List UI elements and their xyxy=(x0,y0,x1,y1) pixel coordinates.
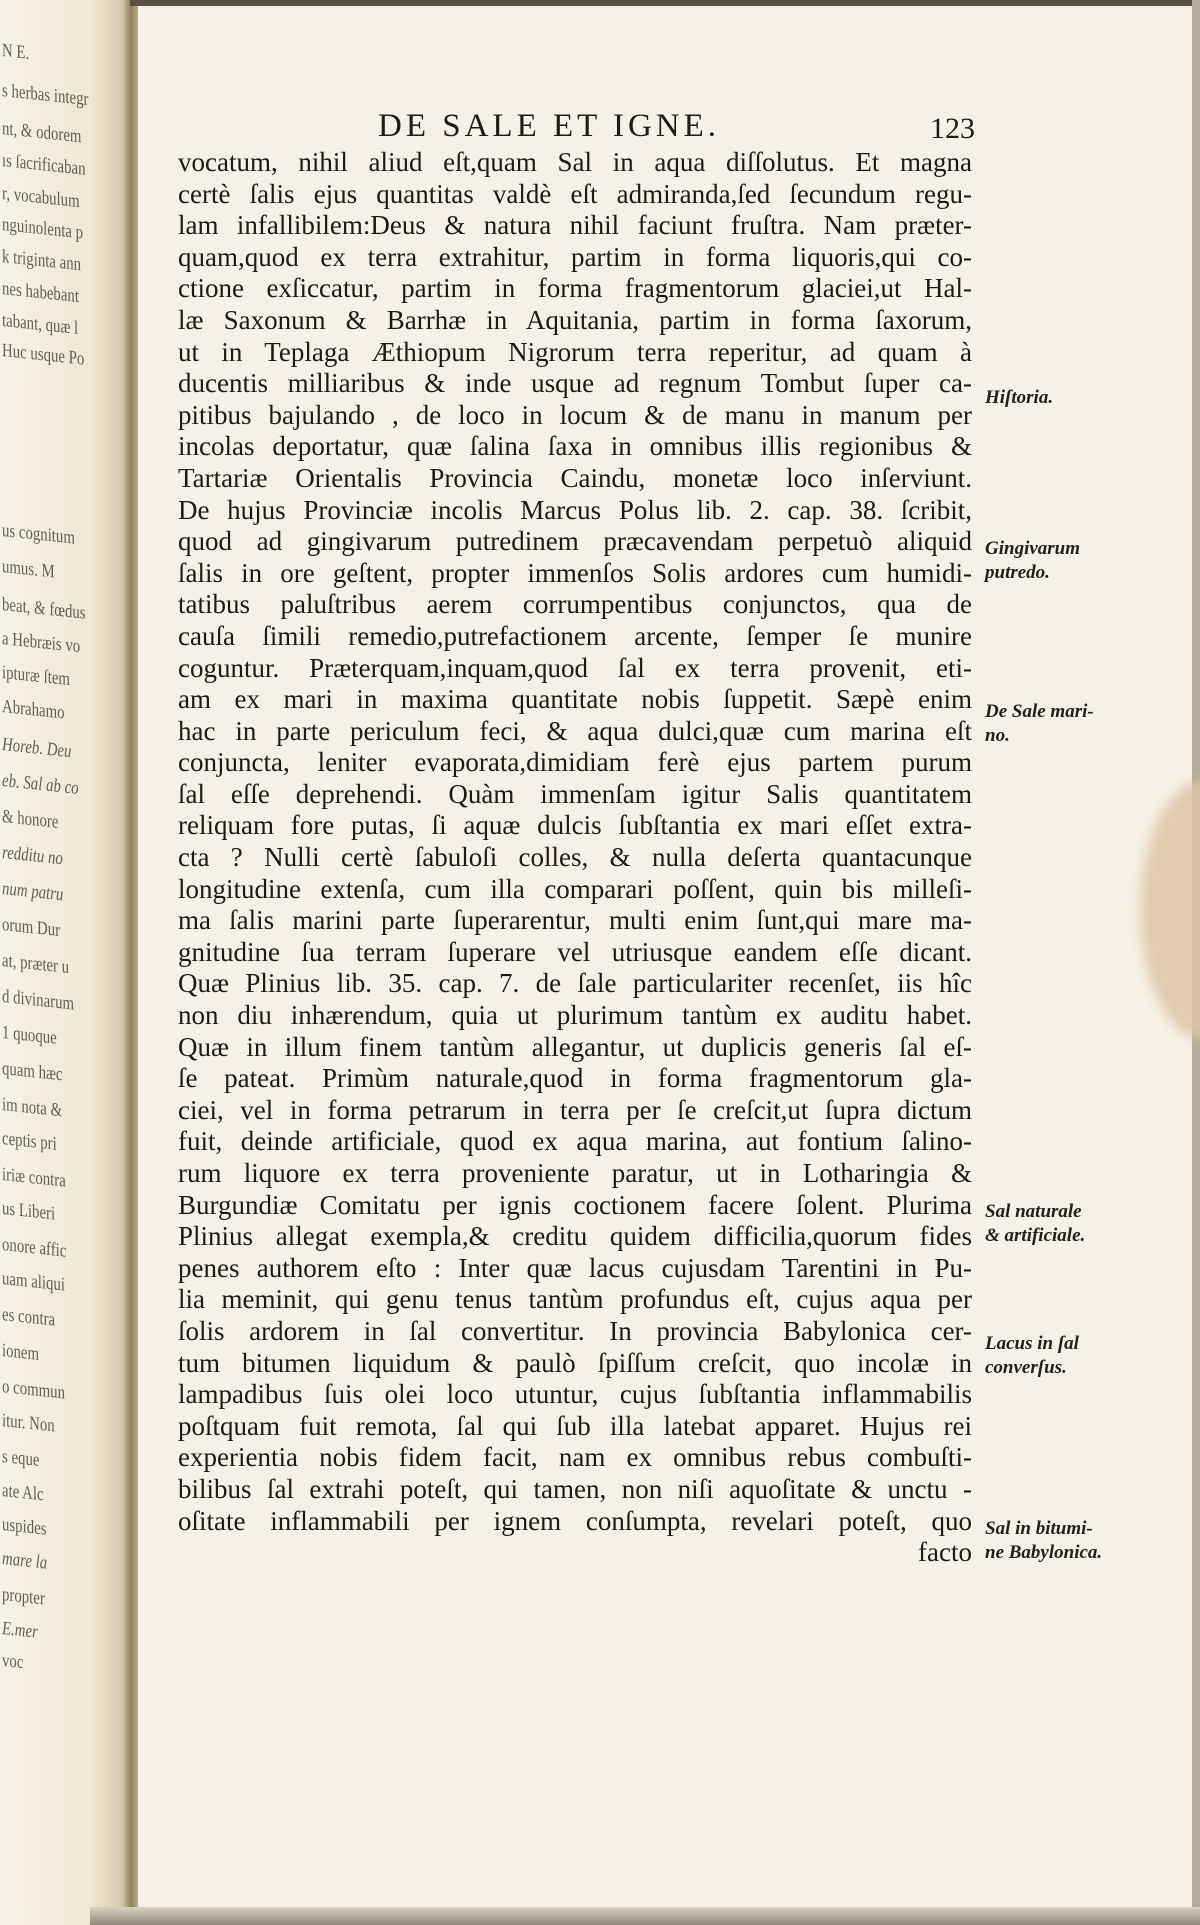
text-line: lam infallibilem:Deus & natura nihil faciunt fruſtra. Nam præter- xyxy=(178,210,972,241)
text-line: non diu inhærendum, quia ut plurimum tantùm ex auditu habet. xyxy=(178,1000,972,1031)
body-text xyxy=(178,147,972,1569)
text-line: ctione exſiccatur, partim in forma fragmentorum glaciei,ut Hal- xyxy=(178,273,972,304)
left-page-fragment: ionem xyxy=(2,1340,40,1365)
left-page-fragment: Huc usque Po xyxy=(2,340,85,370)
left-page-fragment: itur. Non xyxy=(2,1410,55,1437)
text-line: fuit, deinde artificiale, quod ex aqua marina, aut fontium ſalino- xyxy=(178,1126,972,1157)
left-page-fragment: im nota & xyxy=(2,1094,63,1122)
left-page-fragment: voc xyxy=(2,1650,24,1674)
left-page-fragment: at, præter u xyxy=(2,950,70,979)
text-line: ſe pateat. Primùm naturale,quod in forma fragmentorum gla- xyxy=(178,1063,972,1094)
text-line: incolas deportatur, quæ ſalina ſaxa in omnibus illis regionibus & xyxy=(178,431,972,462)
page-bottom-edge xyxy=(90,1907,1200,1925)
left-page-fragment: Horeb. Deu xyxy=(2,734,72,763)
left-page-fragment: eb. Sal ab co xyxy=(2,770,79,800)
margin-note-sal-in-bitumine: Sal in bitumi- ne Babylonica. xyxy=(985,1518,1103,1563)
text-line: bilibus ſal extrahi poteſt, qui tamen, non niſi aquoſitate & unctu - xyxy=(178,1473,972,1504)
margin-note-historia: Hiſtoria. xyxy=(985,387,1054,408)
left-page-fragment: uam aliqui xyxy=(2,1268,65,1296)
left-page-fragment: ate Alc xyxy=(2,1480,44,1506)
text-line: tatibus paluſtribus aerem corrumpentibus conjunctos, qua de xyxy=(178,589,972,620)
text-line: Burgundiæ Comitatu per ignis coctionem facere ſolent. Plurima xyxy=(178,1189,972,1220)
text-line: ciei, vel in forma petrarum in terra per ſe creſcit,ut ſupra dictum xyxy=(178,1094,972,1125)
previous-page-strip xyxy=(0,0,130,1925)
text-line: hac in parte periculum feci, & aqua dulci,quæ cum marina eſt xyxy=(178,715,972,746)
text-line: lia meminit, qui genu tenus tantùm profundus eſt, cujus aqua per xyxy=(178,1284,972,1315)
text-line: ſalis in ore geſtent, propter immenſos Solis ardores cum humidi- xyxy=(178,557,972,588)
text-line: penes authorem eſto : Inter quæ lacus cujusdam Tarentini in Pu- xyxy=(178,1252,972,1283)
text-line: cta ? Nulli certè ſabuloſi colles, & nulla deſerta quantacunque xyxy=(178,842,972,873)
text-line: De hujus Provinciæ incolis Marcus Polus lib. 2. cap. 38. ſcribit, xyxy=(178,494,972,525)
left-page-fragment: s eque xyxy=(2,1446,40,1471)
text-line: ſolis ardorem in ſal convertitur. In provincia Babylonica cer- xyxy=(178,1315,972,1346)
left-page-fragment: r, vocabulum xyxy=(2,183,80,213)
left-page-fragment: & honore xyxy=(2,806,59,833)
left-page-fragment: uspides xyxy=(2,1514,47,1540)
left-page-fragment: nt, & odorem xyxy=(2,118,82,148)
text-line: longitudine extenſa, cum illa comparari poſſent, quin bis milleſi- xyxy=(178,873,972,904)
text-line: quod ad gingivarum putredinem præcavendam perpetuò aliquid xyxy=(178,526,972,557)
left-page-fragment: o commun xyxy=(2,1376,65,1404)
text-line: conjuncta, leniter evaporata,dimidiam ferè ejus partem purum xyxy=(178,747,972,778)
text-line: Quæ Plinius lib. 35. cap. 7. de ſale particulariter recenſet, iis hîc xyxy=(178,968,972,999)
left-page-fragment: tabant, quæ l xyxy=(2,310,79,340)
left-page-fragment: mare la xyxy=(2,1548,48,1574)
running-title: DE SALE ET IGNE. xyxy=(378,108,721,144)
left-page-fragment: a Hebræis vo xyxy=(2,628,81,658)
page-number: 123 xyxy=(930,112,975,145)
left-page-fragment: es contra xyxy=(2,1304,56,1331)
left-page-fragment: ipturæ ſtem xyxy=(2,662,70,691)
left-page-fragment: redditu no xyxy=(2,842,63,870)
text-line: tum bitumen liquidum & paulò ſpiſſum creſcit, quo incolæ in xyxy=(178,1347,972,1378)
left-page-fragment: us Liberi xyxy=(2,1198,56,1225)
text-line: oſitate inflammabili per ignem conſumpta, revelari poteſt, quo xyxy=(178,1505,972,1536)
left-page-fragment: quam hæc xyxy=(2,1058,63,1086)
left-page-fragment: umus. M xyxy=(2,556,55,583)
text-line: pitibus bajulando , de loco in locum & de manu in manum per xyxy=(178,399,972,430)
left-page-fragment: beat, & fœdus xyxy=(2,594,86,624)
text-line: coguntur. Præterquam,inquam,quod ſal ex terra provenit, eti- xyxy=(178,652,972,683)
left-page-fragment: Abrahamo xyxy=(2,696,65,724)
text-line: Tartariæ Orientalis Provincia Caindu, monetæ loco inſerviunt. xyxy=(178,462,972,493)
margin-note-de-sale-marino: De Sale mari- no. xyxy=(985,701,1094,746)
text-line: quam,quod ex terra extrahitur, partim in forma liquoris,qui co- xyxy=(178,241,972,272)
left-page-fragment: 1 quoque xyxy=(2,1022,57,1049)
left-page-fragment: ceptis pri xyxy=(2,1128,57,1155)
left-page-fragment: us cognitum xyxy=(2,520,75,549)
text-line: poſtquam fuit remota, ſal qui ſub illa latebat apparet. Hujus rei xyxy=(178,1410,972,1441)
text-line: lampadibus ſuis olei loco utuntur, cujus ſubſtantia inflammabilis xyxy=(178,1379,972,1410)
margin-note-gingivarum: Gingivarum putredo. xyxy=(985,538,1081,583)
left-page-fragment: s herbas integr xyxy=(2,80,89,111)
left-page-fragment: ıs ſacrificaban xyxy=(2,150,86,180)
left-page-fragment: num patru xyxy=(2,878,64,906)
left-page-fragment: propter xyxy=(2,1584,45,1610)
text-line: cauſa ſimili remedio,putrefactionem arcente, ſemper ſe munire xyxy=(178,620,972,651)
text-line: læ Saxonum & Barrhæ in Aquitania, partim in forma ſaxorum, xyxy=(178,304,972,335)
text-line: ma ſalis marini parte ſuperarentur, multi enim ſunt,qui mare ma- xyxy=(178,905,972,936)
text-line: rum liquore ex terra provenientе paratur, ut in Lotharingia & xyxy=(178,1158,972,1188)
left-page-fragment: k triginta ann xyxy=(2,246,82,276)
text-line: ſal eſſe deprehendi. Quàm immenſam igitur Salis quantitatem xyxy=(178,778,972,809)
left-page-fragment: orum Dur xyxy=(2,914,61,942)
text-line: certè ſalis ejus quantitas valdè eſt admiranda,ſed ſecundum regu- xyxy=(178,178,972,209)
text-line: reliquam fore putas, ſi aquæ dulcis ſubſtantia ex mari eſſet extra- xyxy=(178,810,972,841)
text-line: ut in Teplaga Æthiopum Nigrorum terra reperitur, ad quam à xyxy=(178,336,972,367)
left-page-fragment: onore affic xyxy=(2,1234,67,1262)
catchword: facto xyxy=(918,1537,972,1568)
left-page-fragment: nes habebant xyxy=(2,278,79,308)
text-line: Plinius allegat exempla,& creditu quidem difficilia,quorum fides xyxy=(178,1221,972,1252)
page-top-edge xyxy=(130,0,1200,6)
text-line: experientia nobis fidem facit, nam ex omnibus rebus combuſti- xyxy=(178,1442,972,1473)
text-line: Quæ in illum finem tantùm allegantur, ut duplicis generis ſal eſ- xyxy=(178,1031,972,1062)
text-line: vocatum, nihil aliud eſt,quam Sal in aqua diſſolutus. Et magna xyxy=(178,147,972,177)
left-page-fragment: E.mer xyxy=(2,1618,38,1643)
margin-note-lacus: Lacus in ſal converſus. xyxy=(985,1333,1079,1378)
text-line: gnitudine ſua terram ſuperare vel utriusque eandem eſſe dicant. xyxy=(178,936,972,967)
text-line: ducentis milliaribus & inde usque ad regnum Tombut ſuper ca- xyxy=(178,368,972,399)
left-page-fragment: iriæ contra xyxy=(2,1164,66,1192)
left-page-fragment: d divinarum xyxy=(2,986,75,1015)
left-page-fragment: N E. xyxy=(2,40,30,64)
left-page-fragment: nguinolenta p xyxy=(2,214,84,244)
margin-note-sal-naturale: Sal naturale & artificiale. xyxy=(985,1201,1086,1246)
text-line: am ex mari in maxima quantitate nobis ſuppetit. Sæpè enim xyxy=(178,684,972,715)
